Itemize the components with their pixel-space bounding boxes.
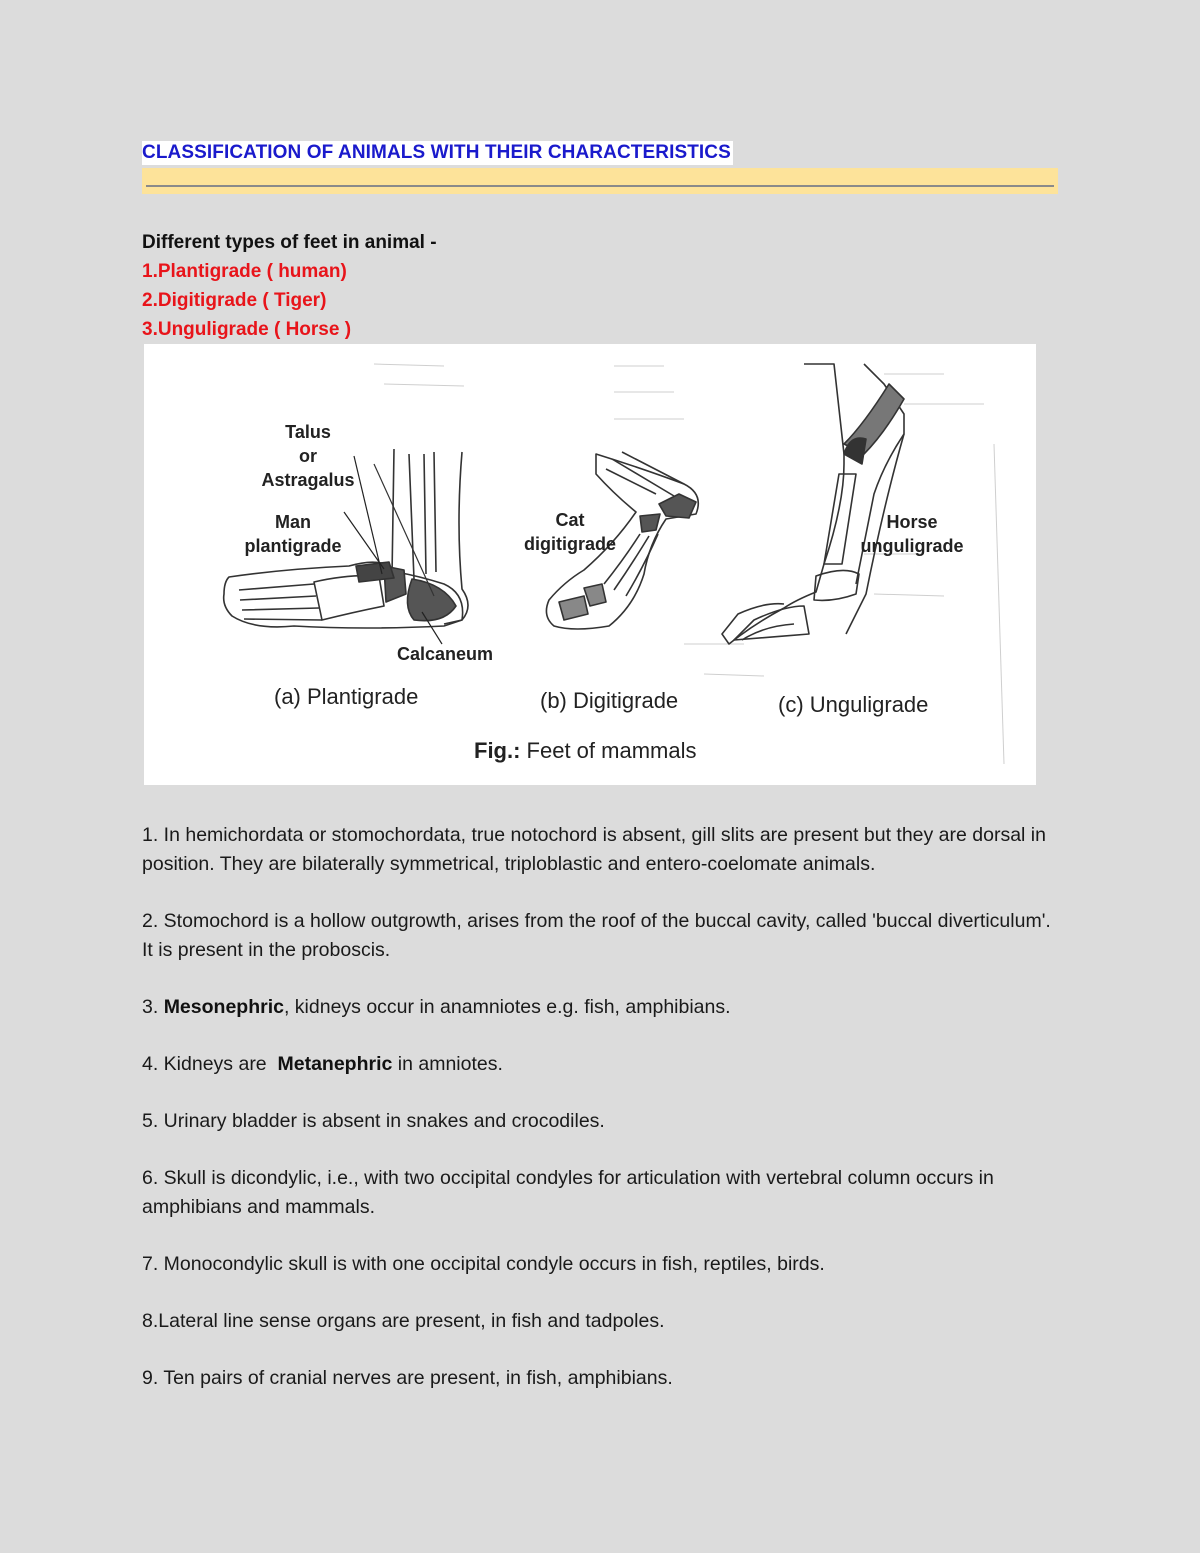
caption-plantigrade: (a) Plantigrade (274, 684, 419, 709)
feet-type-digitigrade: 2.Digitigrade ( Tiger) (142, 290, 327, 311)
label-horse-unguligrade: Horse unguligrade (860, 512, 964, 556)
note-3-prefix: 3. (142, 996, 164, 1018)
note-4 (142, 1050, 1062, 1079)
note-4-term: Metanephric (277, 1053, 393, 1075)
note-3-text: , kidneys occur in anamniotes e.g. fish, amphibians. (283, 996, 731, 1018)
feet-type-unguligrade: 3.Unguligrade ( Horse ) (142, 319, 352, 340)
note-7: 7. Monocondylic skull is with one occipital condyle occurs in fish, reptiles, birds. (142, 1253, 825, 1275)
label-man-plantigrade: Man plantigrade (244, 512, 342, 556)
feet-types-list (142, 228, 437, 344)
horse-leg-drawing (722, 364, 904, 644)
figure-title-prefix: Fig.: (474, 738, 521, 763)
feet-types-heading: Different types of feet in animal - (142, 232, 437, 253)
note-4-prefix: 4. Kidneys are (142, 1053, 278, 1075)
page-title: CLASSIFICATION OF ANIMALS WITH THEIR CHARACTERISTICS (142, 142, 731, 163)
label-calcaneum: Calcaneum (396, 644, 494, 664)
note-8: 8.Lateral line sense organs are present, in fish and tadpoles. (142, 1310, 665, 1332)
title-underline-bar (142, 168, 1058, 194)
note-2: 2. Stomochord is a hollow outgrowth, arises from the roof of the buccal cavity, called 'buccal diverticulum'. It is present in the proboscis. (142, 910, 1051, 961)
note-3-term: Mesonephric (163, 996, 284, 1018)
figure-title (474, 738, 696, 764)
note-3 (142, 993, 1062, 1022)
label-cat-digitigrade: Cat digitigrade (523, 510, 616, 554)
note-6: 6. Skull is dicondylic, i.e., with two occipital condyles for articulation with vertebral column occurs in amphibians and mammals. (142, 1167, 994, 1218)
note-4-text: in amniotes. (392, 1053, 503, 1075)
notes-list (142, 821, 1062, 1421)
note-1: 1. In hemichordata or stomochordata, true notochord is absent, gill slits are present but they are dorsal in position. They are bilaterally symmetrical, triploblastic and entero-coelomate animals. (142, 824, 1046, 875)
caption-digitigrade: (b) Digitigrade (540, 688, 679, 713)
feet-of-mammals-figure (144, 344, 1036, 785)
label-talus: Talus or Astragalus (261, 422, 355, 490)
feet-type-plantigrade: 1.Plantigrade ( human) (142, 261, 347, 282)
caption-unguligrade: (c) Unguligrade (778, 692, 929, 717)
figure-title-text: Feet of mammals (520, 738, 697, 763)
note-9: 9. Ten pairs of cranial nerves are present, in fish, amphibians. (142, 1367, 673, 1389)
feet-illustration (144, 344, 1036, 785)
title-rule (146, 185, 1054, 187)
note-5: 5. Urinary bladder is absent in snakes and crocodiles. (142, 1110, 605, 1132)
